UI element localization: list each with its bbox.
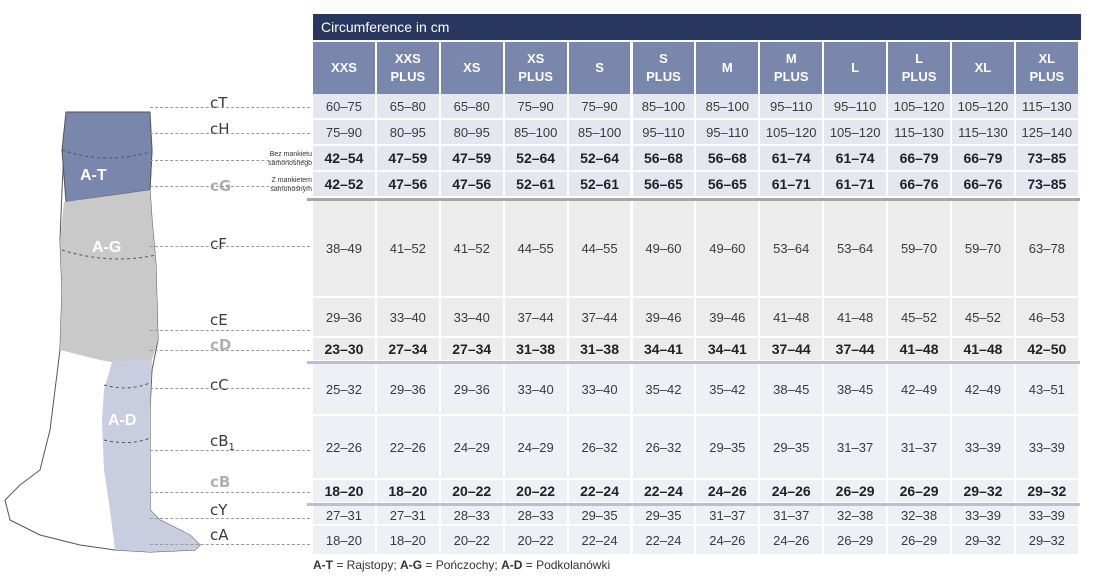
- legend-text-ad: = Podkolanówki: [522, 558, 611, 572]
- size-header: [760, 42, 822, 94]
- table-cell: 42–54: [313, 146, 375, 170]
- table-cell: 42–52: [313, 172, 375, 196]
- table-cell: 27–34: [377, 338, 439, 360]
- at-label: A-T: [80, 167, 107, 184]
- table-cell: 24–26: [696, 480, 758, 502]
- size-name: XL: [1038, 51, 1056, 66]
- table-cell: 46–53: [1016, 298, 1078, 336]
- measure-label: cT: [210, 94, 228, 112]
- measure-label: cC: [210, 376, 229, 394]
- table-cell: 22–24: [569, 480, 631, 502]
- table-cell: 63–78: [1016, 200, 1078, 296]
- table-cell: 29–36: [377, 364, 439, 414]
- size-name: S: [595, 60, 604, 75]
- measure-label: cE: [210, 311, 228, 329]
- table-cell: 34–41: [633, 338, 695, 360]
- table-cell: 85–100: [569, 120, 631, 144]
- table-cell: 59–70: [888, 200, 950, 296]
- measure-note: Z mankietem samonośnym: [270, 177, 312, 193]
- leader-line: [150, 544, 310, 545]
- measure-note: Bez mankietu samonośnego: [268, 151, 312, 167]
- size-header: [569, 42, 631, 94]
- measure-label: $cB_1$: [210, 432, 235, 453]
- table-cell: 42–49: [952, 364, 1014, 414]
- leader-line: [150, 186, 310, 187]
- leader-line: [150, 107, 310, 108]
- table-cell: 23–30: [313, 338, 375, 360]
- table-cell: 66–79: [952, 146, 1014, 170]
- table-cell: 29–35: [633, 506, 695, 524]
- row-separator: [307, 503, 1080, 506]
- table-cell: 28–33: [505, 506, 567, 524]
- size-header: [1016, 42, 1078, 94]
- legend-key-at: A-T: [313, 558, 333, 572]
- table-cell: 47–56: [377, 172, 439, 196]
- leader-line: [150, 450, 310, 451]
- table-cell: 18–20: [377, 526, 439, 554]
- table-cell: 65–80: [377, 94, 439, 118]
- measure-label: cB: [210, 473, 231, 491]
- table-cell: 105–120: [952, 94, 1014, 118]
- table-cell: 56–68: [633, 146, 695, 170]
- table-cell: 27–34: [441, 338, 503, 360]
- table-cell: 41–48: [760, 298, 822, 336]
- table-cell: 38–49: [313, 200, 375, 296]
- measure-label: cA: [210, 526, 229, 544]
- table-cell: 115–130: [888, 120, 950, 144]
- measure-subscript: 1: [228, 442, 235, 453]
- table-cell: 75–90: [313, 120, 375, 144]
- table-cell: 37–44: [760, 338, 822, 360]
- table-cell: 95–110: [633, 120, 695, 144]
- legend-text-ag: = Pończochy;: [422, 558, 502, 572]
- table-cell: 26–32: [633, 416, 695, 478]
- table-cell: 41–48: [952, 338, 1014, 360]
- size-header: [952, 42, 1014, 94]
- table-cell: 80–95: [441, 120, 503, 144]
- measure-label: cH: [210, 120, 230, 138]
- size-plus: PLUS: [773, 69, 809, 84]
- table-cell: 44–55: [569, 200, 631, 296]
- table-cell: 37–44: [505, 298, 567, 336]
- table-cell: 26–29: [824, 480, 886, 502]
- size-name: XXS: [330, 60, 357, 75]
- table-cell: 75–90: [569, 94, 631, 118]
- size-name: M: [721, 60, 733, 75]
- table-cell: 66–79: [888, 146, 950, 170]
- table-cell: 47–59: [441, 146, 503, 170]
- size-header: [377, 42, 439, 94]
- table-cell: 27–31: [313, 506, 375, 524]
- table-cell: 18–20: [377, 480, 439, 502]
- table-cell: 115–130: [1016, 94, 1078, 118]
- table-cell: 29–32: [952, 526, 1014, 554]
- size-name: S: [659, 51, 668, 66]
- table-cell: 61–71: [824, 172, 886, 196]
- legend: [313, 558, 610, 572]
- table-cell: 25–32: [313, 364, 375, 414]
- table-cell: 32–38: [888, 506, 950, 524]
- table-cell: 52–64: [569, 146, 631, 170]
- table-cell: 33–39: [952, 416, 1014, 478]
- table-cell: 20–22: [441, 480, 503, 502]
- size-header: [696, 42, 758, 94]
- table-cell: 47–59: [377, 146, 439, 170]
- table-cell: 61–74: [824, 146, 886, 170]
- table-cell: 37–44: [824, 338, 886, 360]
- size-name: XL: [974, 60, 992, 75]
- table-cell: 29–32: [952, 480, 1014, 502]
- size-header: [441, 42, 503, 94]
- leader-line: [150, 518, 310, 519]
- table-cell: 22–24: [569, 526, 631, 554]
- table-cell: 26–29: [888, 480, 950, 502]
- table-cell: 34–41: [696, 338, 758, 360]
- table-cell: 31–37: [696, 506, 758, 524]
- table-cell: 59–70: [952, 200, 1014, 296]
- table-cell: 18–20: [313, 526, 375, 554]
- table-cell: 33–39: [1016, 506, 1078, 524]
- table-cell: 73–85: [1016, 146, 1078, 170]
- size-header: [633, 42, 695, 94]
- leader-line: [150, 160, 310, 161]
- table-cell: 28–33: [441, 506, 503, 524]
- size-plus: PLUS: [646, 69, 681, 84]
- table-cell: 37–44: [569, 298, 631, 336]
- table-cell: 33–40: [441, 298, 503, 336]
- measure-label: cY: [210, 501, 228, 519]
- size-plus: PLUS: [518, 69, 553, 84]
- table-cell: 33–40: [505, 364, 567, 414]
- table-cell: 105–120: [824, 120, 886, 144]
- table-cell: 38–45: [760, 364, 822, 414]
- table-cell: 22–26: [313, 416, 375, 478]
- table-cell: 35–42: [633, 364, 695, 414]
- table-cell: 33–40: [569, 364, 631, 414]
- table-cell: 85–100: [505, 120, 567, 144]
- table-cell: 24–29: [441, 416, 503, 478]
- size-name: XS: [526, 51, 545, 66]
- table-cell: 31–37: [888, 416, 950, 478]
- table-cell: 41–48: [824, 298, 886, 336]
- table-cell: 29–35: [760, 416, 822, 478]
- table-cell: 105–120: [760, 120, 822, 144]
- table-cell: 31–38: [505, 338, 567, 360]
- ag-label: A-G: [92, 239, 122, 256]
- leader-line: [150, 133, 310, 134]
- table-cell: 42–49: [888, 364, 950, 414]
- table-cell: 44–55: [505, 200, 567, 296]
- table-cell: 53–64: [824, 200, 886, 296]
- table-cell: 56–65: [633, 172, 695, 196]
- size-plus: PLUS: [901, 69, 937, 84]
- table-cell: 49–60: [696, 200, 758, 296]
- table-cell: 56–68: [696, 146, 758, 170]
- table-cell: 61–74: [760, 146, 822, 170]
- table-cell: 22–24: [633, 526, 695, 554]
- table-cell: 45–52: [952, 298, 1014, 336]
- table-cell: 20–22: [505, 480, 567, 502]
- table-cell: 31–38: [569, 338, 631, 360]
- table-cell: 26–32: [569, 416, 631, 478]
- table-cell: 75–90: [505, 94, 567, 118]
- ad-label: A-D: [108, 412, 137, 429]
- leader-line: [150, 492, 310, 493]
- size-header: [505, 42, 567, 94]
- table-cell: 33–39: [952, 506, 1014, 524]
- table-cell: 95–110: [696, 120, 758, 144]
- table-cell: 20–22: [441, 526, 503, 554]
- table-cell: 66–76: [952, 172, 1014, 196]
- table-cell: 33–40: [377, 298, 439, 336]
- size-plus: PLUS: [1029, 69, 1065, 84]
- table-cell: 32–38: [824, 506, 886, 524]
- table-cell: 29–36: [313, 298, 375, 336]
- table-cell: 85–100: [696, 94, 758, 118]
- table-cell: 20–22: [505, 526, 567, 554]
- measure-label: cD: [210, 336, 232, 354]
- table-cell: 65–80: [441, 94, 503, 118]
- size-header: [824, 42, 886, 94]
- table-cell: 24–26: [696, 526, 758, 554]
- size-plus: PLUS: [390, 69, 426, 84]
- size-name: M: [785, 51, 797, 66]
- table-cell: 22–24: [633, 480, 695, 502]
- size-name: L: [851, 60, 860, 75]
- table-cell: 29–35: [696, 416, 758, 478]
- table-cell: 60–75: [313, 94, 375, 118]
- table-cell: 45–52: [888, 298, 950, 336]
- table-cell: 95–110: [760, 94, 822, 118]
- table-cell: 31–37: [760, 506, 822, 524]
- table-cell: 39–46: [696, 298, 758, 336]
- table-cell: 29–35: [569, 506, 631, 524]
- table-cell: 85–100: [633, 94, 695, 118]
- table-cell: 29–32: [1016, 480, 1078, 502]
- table-cell: 41–52: [377, 200, 439, 296]
- table-cell: 56–65: [696, 172, 758, 196]
- table-cell: 43–51: [1016, 364, 1078, 414]
- table-cell: 53–64: [760, 200, 822, 296]
- ag-region: [60, 190, 158, 362]
- table-cell: 24–26: [760, 480, 822, 502]
- table-cell: 80–95: [377, 120, 439, 144]
- table-cell: 22–26: [377, 416, 439, 478]
- table-cell: 73–85: [1016, 172, 1078, 196]
- size-header: [313, 42, 375, 94]
- size-name: XS: [463, 60, 481, 75]
- table-cell: 29–36: [441, 364, 503, 414]
- table-cell: 24–26: [760, 526, 822, 554]
- table-cell: 27–31: [377, 506, 439, 524]
- legend-key-ag: A-G: [400, 558, 423, 572]
- leader-line: [150, 350, 310, 351]
- table-cell: 105–120: [888, 94, 950, 118]
- table-cell: 39–46: [633, 298, 695, 336]
- table-cell: 26–29: [824, 526, 886, 554]
- row-separator: [307, 198, 1080, 201]
- table-cell: 42–50: [1016, 338, 1078, 360]
- table-cell: 66–76: [888, 172, 950, 196]
- table-cell: 95–110: [824, 94, 886, 118]
- leader-line: [150, 330, 310, 331]
- table-cell: 24–29: [505, 416, 567, 478]
- table-cell: 125–140: [1016, 120, 1078, 144]
- table-cell: 33–39: [1016, 416, 1078, 478]
- leader-line: [150, 246, 310, 247]
- legend-text-at: = Rajstopy;: [333, 558, 401, 572]
- row-separator: [307, 361, 1080, 364]
- table-cell: 115–130: [952, 120, 1014, 144]
- table-cell: 31–37: [824, 416, 886, 478]
- leader-line: [150, 388, 310, 389]
- table-cell: 52–64: [505, 146, 567, 170]
- table-cell: 52–61: [505, 172, 567, 196]
- table-cell: 18–20: [313, 480, 375, 502]
- table-cell: 38–45: [824, 364, 886, 414]
- at-region: [62, 112, 152, 202]
- table-title: Circumference in cm: [313, 14, 1081, 40]
- table-cell: 49–60: [633, 200, 695, 296]
- measure-label: cG: [210, 177, 232, 195]
- table-cell: 41–48: [888, 338, 950, 360]
- table-cell: 41–52: [441, 200, 503, 296]
- legend-key-ad: A-D: [501, 558, 523, 572]
- measure-label: cF: [210, 235, 227, 253]
- size-header: [888, 42, 950, 94]
- table-cell: 52–61: [569, 172, 631, 196]
- size-name: L: [915, 51, 924, 66]
- table-cell: 47–56: [441, 172, 503, 196]
- table-cell: 35–42: [696, 364, 758, 414]
- table-cell: 26–29: [888, 526, 950, 554]
- size-name: XXS: [394, 51, 421, 66]
- table-cell: 29–32: [1016, 526, 1078, 554]
- table-cell: 61–71: [760, 172, 822, 196]
